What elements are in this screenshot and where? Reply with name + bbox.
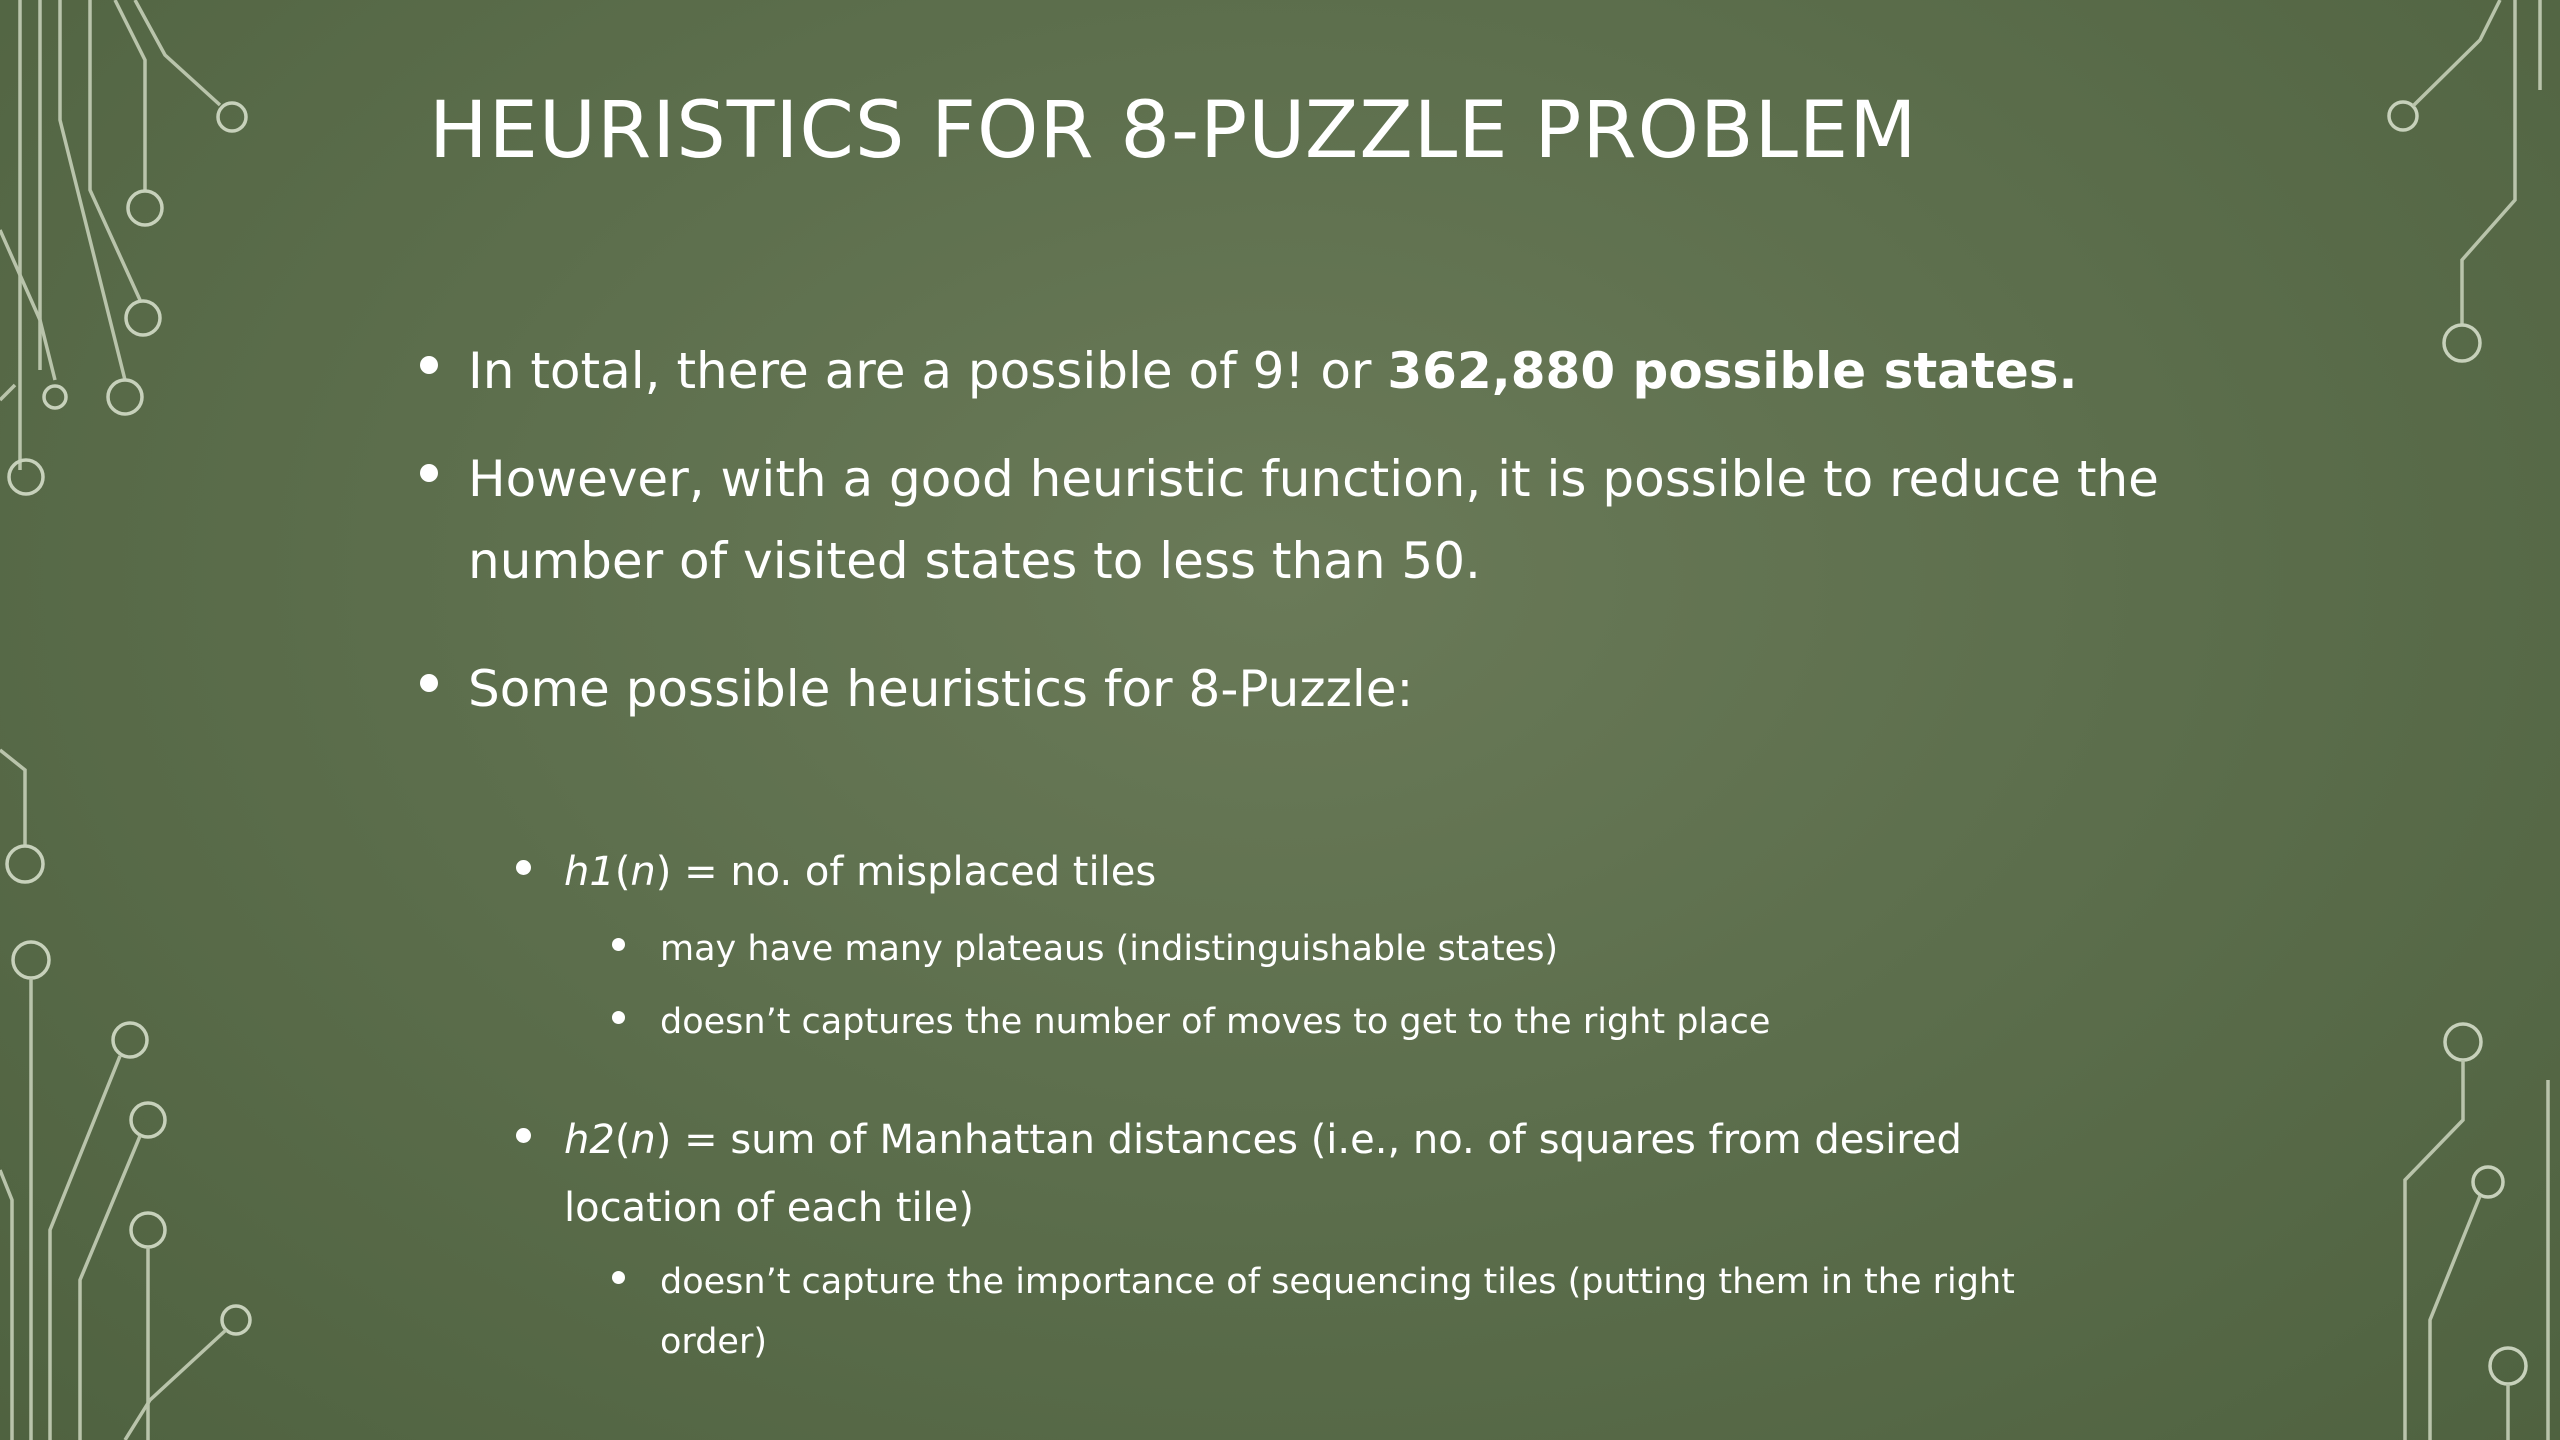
bullet-h1 bbox=[516, 838, 2156, 906]
bullet-dot-icon bbox=[612, 1011, 625, 1024]
h1-function-name: h1 bbox=[564, 849, 615, 895]
h1-argument: n bbox=[630, 849, 656, 895]
bullet-possible-heuristics bbox=[420, 648, 2160, 730]
h2-description: ) = sum of Manhattan distances (i.e., no. of squares from desired location of each tile) bbox=[564, 1117, 1962, 1231]
h2-open-paren: ( bbox=[614, 1117, 631, 1163]
bullet-text: Some possible heuristics for 8-Puzzle: bbox=[468, 660, 1414, 718]
bullet-heuristic-function bbox=[420, 438, 2160, 602]
bullet-h2 bbox=[516, 1106, 2106, 1242]
bullet-dot-icon bbox=[420, 464, 438, 482]
bullet-dot-icon bbox=[516, 1128, 531, 1143]
bullet-dot-icon bbox=[420, 356, 438, 374]
total-states-emphasis: 362,880 possible states. bbox=[1387, 342, 2078, 400]
bullet-dot-icon bbox=[420, 674, 438, 692]
bullet-dot-icon bbox=[516, 860, 531, 875]
bullet-h1-moves bbox=[612, 992, 2152, 1052]
bullet-dot-icon bbox=[612, 1271, 625, 1284]
bullet-total-states bbox=[420, 330, 2160, 412]
h1-description: ) = no. of misplaced tiles bbox=[655, 849, 1157, 895]
h2-argument: n bbox=[630, 1117, 656, 1163]
bullet-text bbox=[516, 838, 2156, 906]
h1-open-paren: ( bbox=[614, 849, 631, 895]
bullet-h2-sequencing bbox=[612, 1252, 2062, 1372]
bullet-text: doesn’t captures the number of moves to get to the right place bbox=[660, 1002, 1771, 1042]
bullet-h1-plateaus bbox=[612, 919, 2152, 979]
bullet-dot-icon bbox=[612, 938, 625, 951]
slide-title: HEURISTICS FOR 8-PUZZLE PROBLEM bbox=[429, 86, 1918, 176]
bullet-text: may have many plateaus (indistinguishable states) bbox=[660, 929, 1559, 969]
bullet-text: However, with a good heuristic function, it is possible to reduce the number of visited states to less than 50. bbox=[468, 450, 2159, 590]
total-states-text: In total, there are a possible of 9! or bbox=[468, 342, 1388, 400]
bullet-text bbox=[420, 330, 2160, 412]
bullet-text bbox=[516, 1106, 2106, 1242]
bullet-text: doesn’t capture the importance of sequencing tiles (putting them in the right order) bbox=[660, 1262, 2015, 1362]
h2-function-name: h2 bbox=[564, 1117, 615, 1163]
